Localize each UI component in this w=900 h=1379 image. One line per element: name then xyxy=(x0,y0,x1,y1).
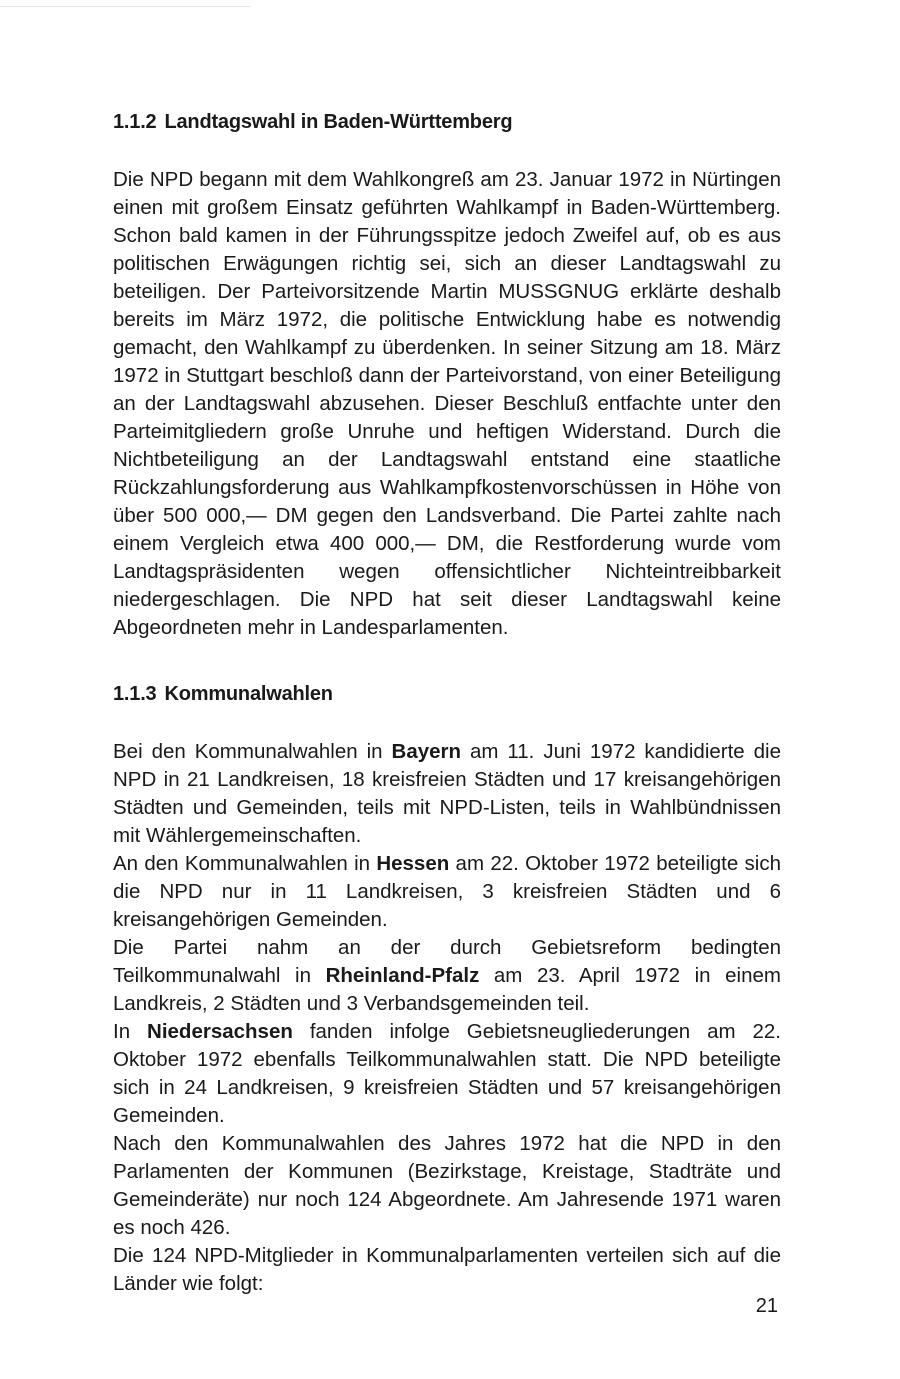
section-number: 1.1.3 xyxy=(113,683,157,705)
section-title: Kommunalwahlen xyxy=(164,683,333,705)
section-number: 1.1.2 xyxy=(113,111,157,133)
body-paragraph: Die NPD begann mit dem Wahlkongreß am 23. Januar 1972 in Nürtingen einen mit großem Einsatz geführten Wahlkampf in Baden-Württemberg. Schon bald kamen in der Führungsspitze jedoch Zweifel auf, ob es aus politischen Erwägungen richtig sei, sich an dieser Landtagswahl zu beteiligen. Der Parteivorsitzende Martin MUSSGNUG erklärte deshalb bereits im März 1972, die politische Entwicklung habe es notwendig gemacht, den Wahlkampf zu überdenken. In seiner Sitzung am 18. März 1972 in Stuttgart beschloß dann der Parteivorstand, von einer Beteiligung an der Landtagswahl abzusehen. Dieser Beschluß entfachte unter den Parteimitgliedern große Unruhe und heftigen Widerstand. Durch die Nichtbeteiligung an der Landtagswahl entstand eine staatliche Rückzahlungsforderung aus Wahlkampfkostenvorschüssen in Höhe von über 500 000,— DM gegen den Landsverband. Die Partei zahlte nach einem Vergleich etwa 400 000,— DM, die Restforderung wurde vom Landtagspräsidenten wegen offensichtlicher Nichteintreibbarkeit niedergeschlagen. Die NPD hat seit dieser Landtagswahl keine Abgeordneten mehr in Landesparlamenten. xyxy=(113,168,781,639)
section-heading xyxy=(113,680,781,708)
body-paragraph-hessen: An den Kommunalwahlen in Hessen am 22. Oktober 1972 beteiligte sich die NPD nur in 11 Landkreisen, 3 kreisfreien Städten und 6 kreisangehörigen Gemeinden. xyxy=(113,852,781,931)
section-kommunalwahlen xyxy=(113,680,781,1298)
body-paragraph: Die 124 NPD-Mitglieder in Kommunalparlamenten verteilen sich auf die Länder wie folgt: xyxy=(113,1244,781,1295)
body-paragraph: Nach den Kommunalwahlen des Jahres 1972 hat die NPD in den Parlamenten der Kommunen (Bezirkstage, Kreistage, Stadträte und Gemeinderäte) nur noch 124 Abgeordnete. Am Jahresende 1971 waren es noch 426. xyxy=(113,1132,781,1239)
body-paragraph-bayern: Bei den Kommunalwahlen in Bayern am 11. Juni 1972 kandidierte die NPD in 21 Landkreisen, 18 kreisfreien Städten und 17 kreisangehörigen Städten und Gemeinden, teils mit NPD-Listen, teils in Wahlbündnissen mit Wählergemeinschaften. xyxy=(113,740,781,847)
body-paragraph-niedersachsen: In Niedersachsen fanden infolge Gebietsneugliederungen am 22. Oktober 1972 ebenfalls Teilkommunalwahlen statt. Die NPD beteiligte sich in 24 Landkreisen, 9 kreisfreien Städten und 57 kreisangehörigen Gemeinden. xyxy=(113,1020,781,1127)
page-number: 21 xyxy=(755,1295,778,1317)
section-title: Landtagswahl in Baden-Württemberg xyxy=(164,111,513,133)
page-content xyxy=(113,108,781,1298)
scan-edge-line xyxy=(0,6,250,7)
section-heading xyxy=(113,108,781,136)
section-landtagswahl xyxy=(113,108,781,642)
body-paragraph-rheinland-pfalz: Die Partei nahm an der durch Gebietsreform bedingten Teilkommunalwahl in Rheinland-Pfalz am 23. April 1972 in einem Landkreis, 2 Städten und 3 Verbandsgemeinden teil. xyxy=(113,936,781,1015)
